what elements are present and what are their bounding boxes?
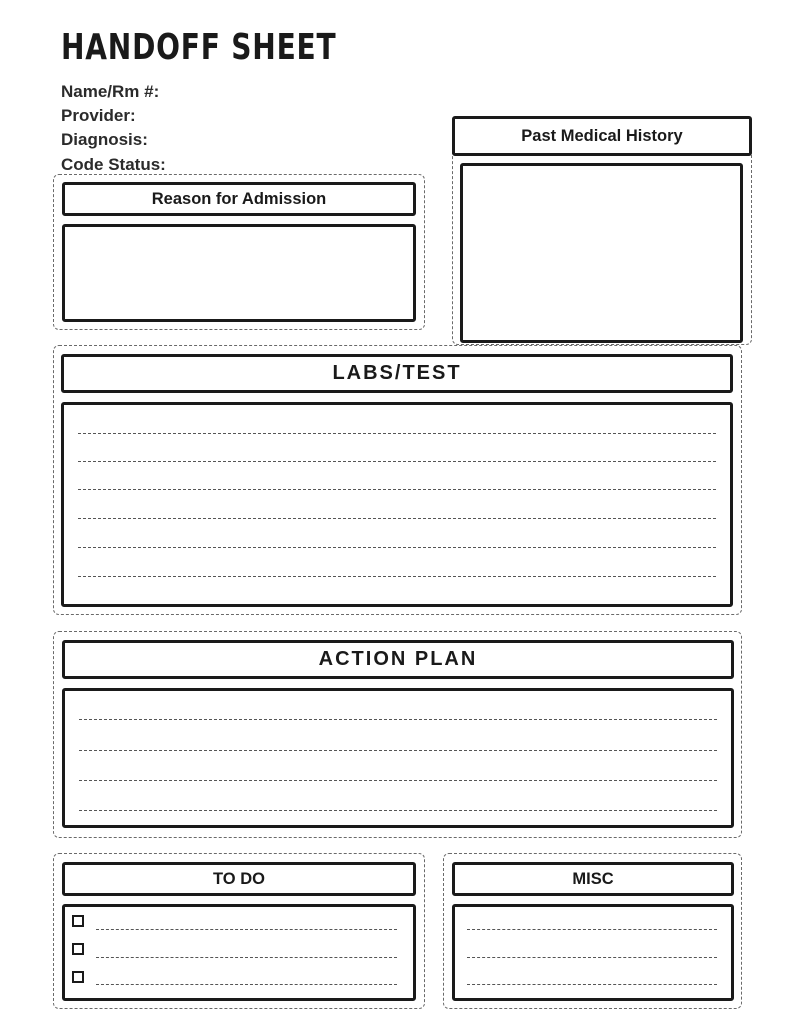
action-plan-header bbox=[62, 640, 734, 679]
to-do-header bbox=[62, 862, 416, 896]
reason-for-admission-field[interactable] bbox=[62, 224, 416, 322]
past-medical-history-label: Past Medical History bbox=[521, 126, 683, 145]
writing-line bbox=[79, 719, 717, 720]
writing-line bbox=[79, 750, 717, 751]
writing-line bbox=[78, 576, 716, 577]
writing-line bbox=[78, 547, 716, 548]
writing-line bbox=[467, 984, 717, 985]
labs-test-header bbox=[61, 354, 733, 393]
action-plan-field[interactable] bbox=[62, 688, 734, 828]
todo-line[interactable] bbox=[96, 929, 397, 930]
writing-line bbox=[79, 780, 717, 781]
diagnosis-label: Diagnosis: bbox=[61, 130, 148, 149]
misc-header bbox=[452, 862, 734, 896]
page-title: HANDOFF SHEET bbox=[61, 27, 337, 68]
past-medical-history-header bbox=[452, 116, 752, 156]
provider-label: Provider: bbox=[61, 106, 136, 125]
todo-line[interactable] bbox=[96, 957, 397, 958]
writing-line bbox=[78, 461, 716, 462]
todo-line[interactable] bbox=[96, 984, 397, 985]
reason-for-admission-header bbox=[62, 182, 416, 216]
past-medical-history-field[interactable] bbox=[460, 163, 743, 343]
todo-checkbox[interactable] bbox=[72, 915, 84, 927]
writing-line bbox=[467, 929, 717, 930]
to-do-field bbox=[62, 904, 416, 1001]
todo-checkbox[interactable] bbox=[72, 943, 84, 955]
todo-checkbox[interactable] bbox=[72, 971, 84, 983]
writing-line bbox=[467, 957, 717, 958]
code-status-label: Code Status: bbox=[61, 155, 166, 174]
labs-test-field[interactable] bbox=[61, 402, 733, 607]
writing-line bbox=[79, 810, 717, 811]
to-do-label: TO DO bbox=[213, 869, 265, 888]
writing-line bbox=[78, 489, 716, 490]
name-room-label: Name/Rm #: bbox=[61, 82, 160, 101]
action-plan-label: ACTION PLAN bbox=[318, 648, 478, 670]
misc-field[interactable] bbox=[452, 904, 734, 1001]
misc-label: MISC bbox=[572, 869, 614, 888]
reason-for-admission-label: Reason for Admission bbox=[151, 189, 327, 208]
writing-line bbox=[78, 433, 716, 434]
labs-test-label: LABS/TEST bbox=[332, 362, 462, 384]
writing-line bbox=[78, 518, 716, 519]
